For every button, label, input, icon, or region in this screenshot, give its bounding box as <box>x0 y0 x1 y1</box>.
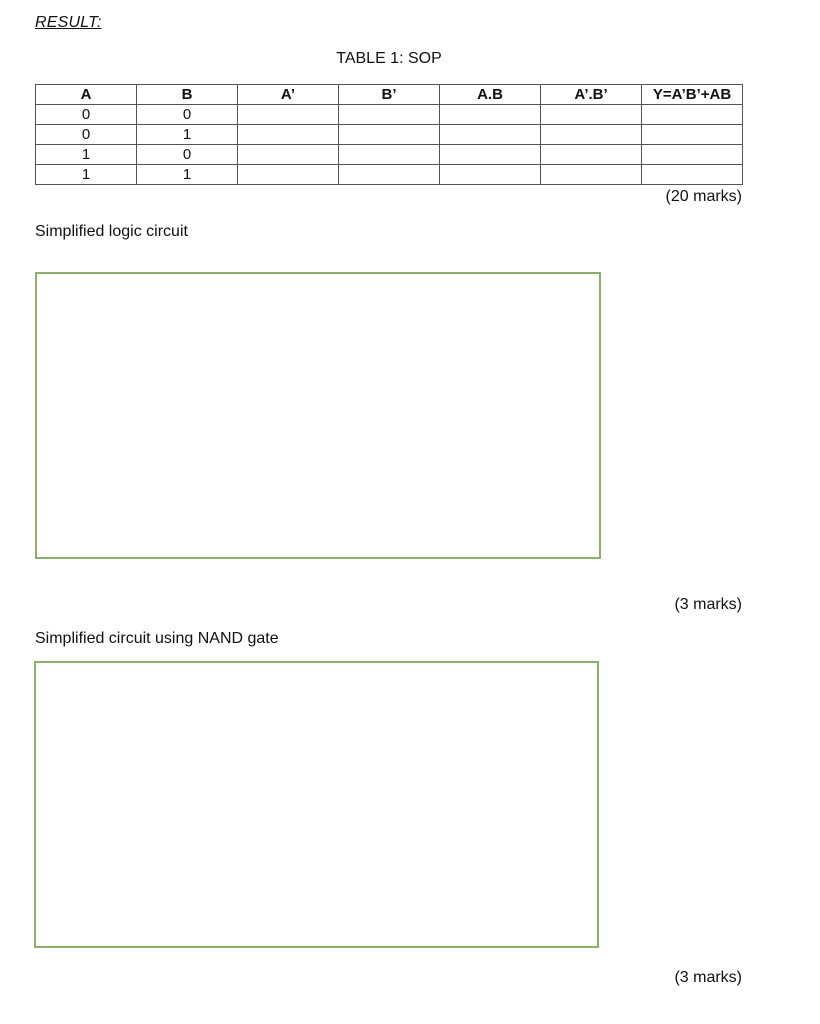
logic-circuit-label: Simplified logic circuit <box>35 223 188 240</box>
cell-a-not[interactable] <box>238 105 339 125</box>
table-row <box>36 105 743 125</box>
cell-output-y[interactable] <box>642 145 743 165</box>
table-row <box>36 145 743 165</box>
result-heading: RESULT: <box>35 14 102 31</box>
cell-a-and-b[interactable] <box>440 125 541 145</box>
cell-a-not-and-b-not[interactable] <box>541 145 642 165</box>
cell-a: 1 <box>36 145 137 165</box>
cell-a: 0 <box>36 105 137 125</box>
nand-circuit-answer-box[interactable] <box>34 661 599 948</box>
cell-a-not-and-b-not[interactable] <box>541 105 642 125</box>
cell-a-and-b[interactable] <box>440 145 541 165</box>
table-marks: (20 marks) <box>665 188 742 205</box>
cell-b-not[interactable] <box>339 145 440 165</box>
truth-table <box>35 84 743 185</box>
cell-b-not[interactable] <box>339 105 440 125</box>
cell-a-not-and-b-not[interactable] <box>541 125 642 145</box>
header-b-not: B’ <box>339 85 440 105</box>
cell-b-not[interactable] <box>339 125 440 145</box>
cell-a-not[interactable] <box>238 165 339 185</box>
table-row <box>36 165 743 185</box>
nand-circuit-marks: (3 marks) <box>674 969 742 986</box>
table-caption: TABLE 1: SOP <box>336 50 442 67</box>
cell-b: 0 <box>137 145 238 165</box>
header-a-not: A’ <box>238 85 339 105</box>
cell-output-y[interactable] <box>642 165 743 185</box>
cell-a: 0 <box>36 125 137 145</box>
cell-a-not[interactable] <box>238 145 339 165</box>
header-b: B <box>137 85 238 105</box>
cell-a-not[interactable] <box>238 125 339 145</box>
table-row <box>36 125 743 145</box>
cell-output-y[interactable] <box>642 105 743 125</box>
cell-a-and-b[interactable] <box>440 105 541 125</box>
cell-b-not[interactable] <box>339 165 440 185</box>
nand-circuit-label: Simplified circuit using NAND gate <box>35 630 279 647</box>
cell-a: 1 <box>36 165 137 185</box>
header-a-not-and-b-not: A’.B’ <box>541 85 642 105</box>
cell-a-not-and-b-not[interactable] <box>541 165 642 185</box>
cell-b: 1 <box>137 165 238 185</box>
header-output-y: Y=A’B’+AB <box>642 85 743 105</box>
cell-b: 0 <box>137 105 238 125</box>
table-header-row <box>36 85 743 105</box>
logic-circuit-answer-box[interactable] <box>35 272 601 559</box>
header-a-and-b: A.B <box>440 85 541 105</box>
logic-circuit-marks: (3 marks) <box>674 596 742 613</box>
header-a: A <box>36 85 137 105</box>
cell-output-y[interactable] <box>642 125 743 145</box>
cell-a-and-b[interactable] <box>440 165 541 185</box>
cell-b: 1 <box>137 125 238 145</box>
